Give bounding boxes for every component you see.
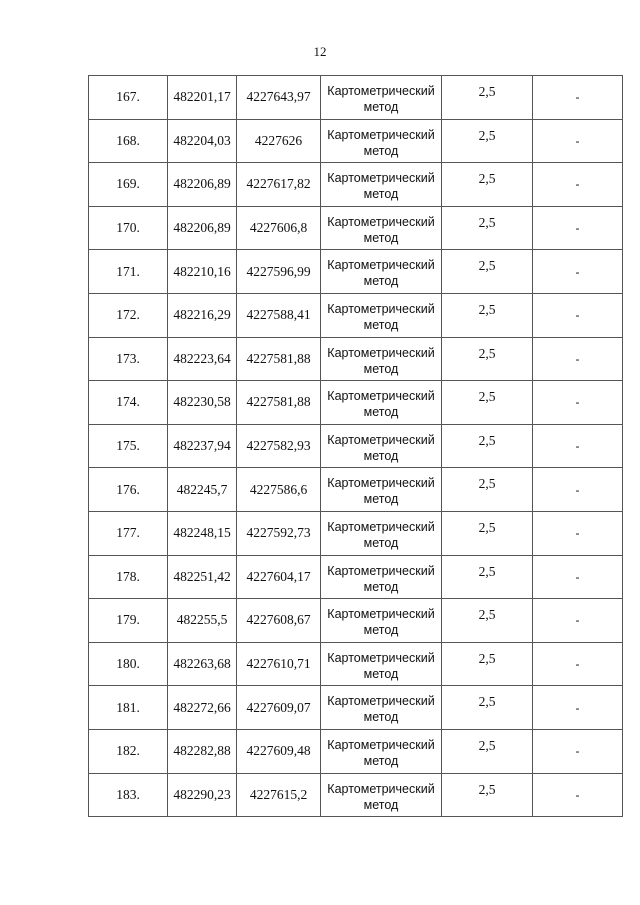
coordinate-y-cell: 4227588,41	[237, 293, 321, 337]
method-text-line: Картометрический	[327, 737, 435, 752]
accuracy-cell: 2,5	[442, 555, 533, 599]
coordinate-y-cell: 4227596,99	[237, 250, 321, 294]
table-row	[89, 293, 623, 337]
method-cell	[321, 555, 442, 599]
method-text-line: Картометрический	[327, 345, 435, 360]
coordinate-y-cell: 4227586,6	[237, 468, 321, 512]
method-cell	[321, 381, 442, 425]
accuracy-cell: 2,5	[442, 250, 533, 294]
method-text-line: метод	[363, 187, 399, 202]
point-number-cell: 174.	[89, 381, 168, 425]
note-cell: -	[533, 76, 623, 120]
accuracy-cell: 2,5	[442, 337, 533, 381]
method-text-line: метод	[363, 317, 399, 332]
table-row	[89, 119, 623, 163]
method-text-line: метод	[363, 535, 399, 550]
table-row	[89, 76, 623, 120]
point-number-cell: 169.	[89, 163, 168, 207]
method-text-line: Картометрический	[327, 650, 435, 665]
method-text-line: метод	[363, 100, 399, 114]
coordinate-x-cell: 482282,88	[168, 729, 237, 773]
method-cell	[321, 773, 442, 817]
coordinate-y-cell: 4227604,17	[237, 555, 321, 599]
table-row	[89, 773, 623, 817]
note-cell: -	[533, 729, 623, 773]
coordinate-x-cell: 482216,29	[168, 293, 237, 337]
note-cell: -	[533, 599, 623, 643]
note-cell: -	[533, 381, 623, 425]
coordinate-y-cell: 4227609,48	[237, 729, 321, 773]
coordinate-x-cell: 482248,15	[168, 511, 237, 555]
accuracy-cell: 2,5	[442, 76, 533, 120]
method-text-line: Картометрический	[327, 301, 435, 316]
coordinate-x-cell: 482204,03	[168, 119, 237, 163]
point-number-cell: 173.	[89, 337, 168, 381]
coordinate-y-cell: 4227582,93	[237, 424, 321, 468]
note-cell: -	[533, 119, 623, 163]
coordinate-x-cell: 482230,58	[168, 381, 237, 425]
method-text-line: метод	[363, 710, 399, 725]
accuracy-cell: 2,5	[442, 642, 533, 686]
method-text-line: метод	[363, 623, 399, 638]
coordinate-y-cell: 4227643,97	[237, 76, 321, 120]
table-row	[89, 686, 623, 730]
note-cell: -	[533, 163, 623, 207]
method-cell	[321, 76, 442, 120]
note-cell: -	[533, 555, 623, 599]
coordinate-x-cell: 482245,7	[168, 468, 237, 512]
point-number-cell: 180.	[89, 642, 168, 686]
table-row	[89, 424, 623, 468]
table-row	[89, 250, 623, 294]
point-number-cell: 176.	[89, 468, 168, 512]
method-text-line: метод	[363, 579, 399, 594]
table-row	[89, 642, 623, 686]
coordinate-x-cell: 482263,68	[168, 642, 237, 686]
accuracy-cell: 2,5	[442, 424, 533, 468]
accuracy-cell: 2,5	[442, 729, 533, 773]
note-cell: -	[533, 250, 623, 294]
point-number-cell: 175.	[89, 424, 168, 468]
table-row	[89, 729, 623, 773]
point-number-cell: 181.	[89, 686, 168, 730]
method-text-line: Картометрический	[327, 476, 435, 491]
method-text-line: Картометрический	[327, 84, 435, 98]
point-number-cell: 179.	[89, 599, 168, 643]
coordinate-y-cell: 4227610,71	[237, 642, 321, 686]
coordinate-x-cell: 482206,89	[168, 163, 237, 207]
page-number: 12	[313, 44, 327, 59]
method-cell	[321, 163, 442, 207]
method-cell	[321, 729, 442, 773]
table-row	[89, 337, 623, 381]
method-text-line: метод	[363, 666, 399, 681]
table-row	[89, 163, 623, 207]
point-number-cell: 177.	[89, 511, 168, 555]
note-cell: -	[533, 293, 623, 337]
accuracy-cell: 2,5	[442, 206, 533, 250]
point-number-cell: 178.	[89, 555, 168, 599]
method-cell	[321, 293, 442, 337]
method-cell	[321, 599, 442, 643]
accuracy-cell: 2,5	[442, 773, 533, 817]
method-cell	[321, 468, 442, 512]
point-number-cell: 183.	[89, 773, 168, 817]
point-number-cell: 170.	[89, 206, 168, 250]
table-row	[89, 555, 623, 599]
method-cell	[321, 511, 442, 555]
coordinate-x-cell: 482223,64	[168, 337, 237, 381]
note-cell: -	[533, 773, 623, 817]
accuracy-cell: 2,5	[442, 119, 533, 163]
accuracy-cell: 2,5	[442, 686, 533, 730]
coordinate-y-cell: 4227626	[237, 119, 321, 163]
point-number-cell: 168.	[89, 119, 168, 163]
note-cell: -	[533, 468, 623, 512]
table-row	[89, 599, 623, 643]
table-row	[89, 511, 623, 555]
method-cell	[321, 337, 442, 381]
method-text-line: метод	[363, 448, 399, 463]
coordinate-y-cell: 4227617,82	[237, 163, 321, 207]
coordinate-y-cell: 4227606,8	[237, 206, 321, 250]
note-cell: -	[533, 511, 623, 555]
coordinate-x-cell: 482210,16	[168, 250, 237, 294]
method-text-line: Картометрический	[327, 781, 435, 796]
coordinate-x-cell: 482251,42	[168, 555, 237, 599]
method-cell	[321, 250, 442, 294]
table-row	[89, 468, 623, 512]
coordinates-table	[88, 75, 623, 817]
method-text-line: Картометрический	[327, 389, 435, 404]
note-cell: -	[533, 424, 623, 468]
accuracy-cell: 2,5	[442, 293, 533, 337]
method-text-line: Картометрический	[327, 171, 435, 186]
point-number-cell: 172.	[89, 293, 168, 337]
note-cell: -	[533, 206, 623, 250]
method-cell	[321, 424, 442, 468]
method-cell	[321, 206, 442, 250]
method-text-line: Картометрический	[327, 127, 435, 142]
table-row	[89, 381, 623, 425]
method-text-line: метод	[363, 143, 399, 158]
note-cell: -	[533, 337, 623, 381]
method-text-line: Картометрический	[327, 214, 435, 229]
method-text-line: Картометрический	[327, 519, 435, 534]
coordinate-x-cell: 482201,17	[168, 76, 237, 120]
method-text-line: метод	[363, 492, 399, 507]
coordinate-y-cell: 4227609,07	[237, 686, 321, 730]
accuracy-cell: 2,5	[442, 511, 533, 555]
accuracy-cell: 2,5	[442, 599, 533, 643]
note-cell: -	[533, 642, 623, 686]
coordinates-table-body	[89, 76, 623, 817]
coordinate-y-cell: 4227608,67	[237, 599, 321, 643]
point-number-cell: 182.	[89, 729, 168, 773]
method-text-line: Картометрический	[327, 607, 435, 622]
table-row	[89, 206, 623, 250]
coordinate-y-cell: 4227615,2	[237, 773, 321, 817]
coordinate-x-cell: 482206,89	[168, 206, 237, 250]
coordinate-x-cell: 482255,5	[168, 599, 237, 643]
coordinate-y-cell: 4227592,73	[237, 511, 321, 555]
coordinate-x-cell: 482272,66	[168, 686, 237, 730]
method-text-line: Картометрический	[327, 432, 435, 447]
method-text-line: Картометрический	[327, 694, 435, 709]
coordinate-y-cell: 4227581,88	[237, 381, 321, 425]
method-text-line: метод	[363, 753, 399, 768]
point-number-cell: 171.	[89, 250, 168, 294]
method-text-line: метод	[363, 274, 399, 289]
method-text-line: метод	[363, 361, 399, 376]
coordinate-x-cell: 482290,23	[168, 773, 237, 817]
method-text-line: Картометрический	[327, 258, 435, 273]
method-cell	[321, 119, 442, 163]
accuracy-cell: 2,5	[442, 163, 533, 207]
coordinate-x-cell: 482237,94	[168, 424, 237, 468]
accuracy-cell: 2,5	[442, 468, 533, 512]
note-cell: -	[533, 686, 623, 730]
method-text-line: метод	[363, 230, 399, 245]
method-text-line: метод	[363, 797, 399, 812]
method-text-line: метод	[363, 405, 399, 420]
accuracy-cell: 2,5	[442, 381, 533, 425]
method-cell	[321, 686, 442, 730]
method-text-line: Картометрический	[327, 563, 435, 578]
point-number-cell: 167.	[89, 76, 168, 120]
method-cell	[321, 642, 442, 686]
coordinate-y-cell: 4227581,88	[237, 337, 321, 381]
